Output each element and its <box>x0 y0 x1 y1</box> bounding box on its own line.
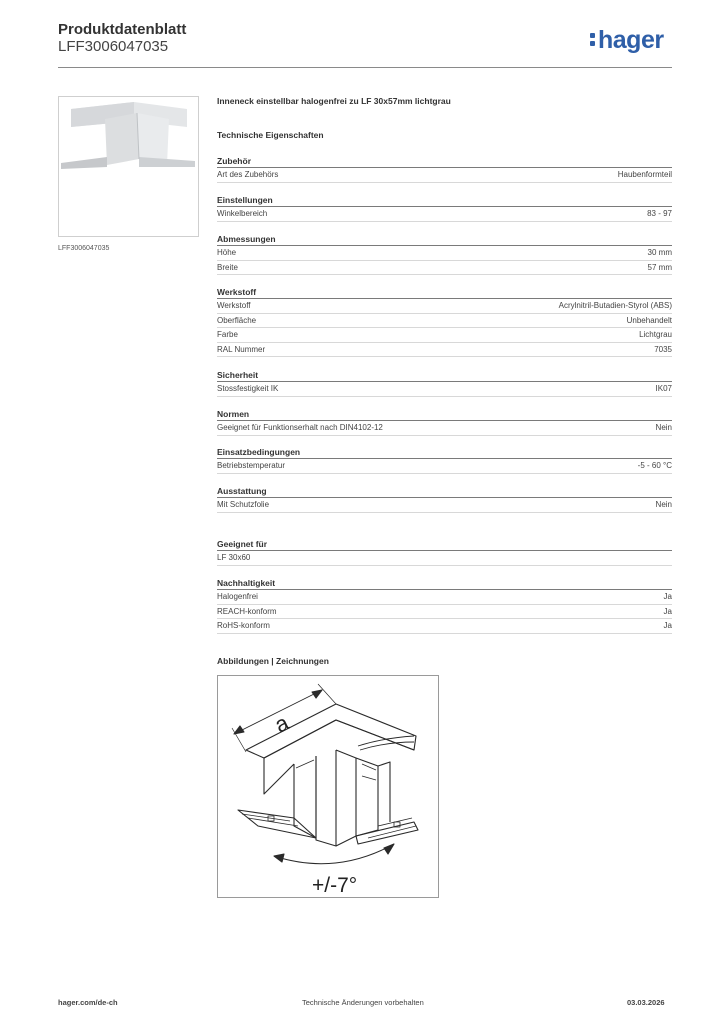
product-description: Inneneck einstellbar halogenfrei zu LF 30x57mm lichtgrau <box>217 96 451 106</box>
row-value: Lichtgrau <box>639 330 672 339</box>
table-row <box>217 299 672 314</box>
product-photo-icon <box>59 97 198 236</box>
row-value: Ja <box>663 592 672 601</box>
footer-website: hager.com/de-ch <box>58 998 118 1007</box>
section-title: Normen <box>217 408 672 421</box>
article-number: LFF3006047035 <box>58 38 169 55</box>
table-row <box>217 261 672 276</box>
section-title: Werkstoff <box>217 286 672 299</box>
row-label: Breite <box>217 262 238 272</box>
row-value: Nein <box>655 500 672 509</box>
row-value: Ja <box>663 606 672 616</box>
row-value: 57 mm <box>647 262 672 272</box>
logo-dots-icon <box>590 31 596 47</box>
section-geeignet-fuer <box>217 538 672 566</box>
product-image <box>58 96 199 237</box>
technical-drawing <box>217 675 439 898</box>
table-row <box>217 421 672 436</box>
row-label: RAL Nummer <box>217 344 266 354</box>
table-row <box>217 382 672 397</box>
table-row <box>217 207 672 222</box>
row-label: Winkelbereich <box>217 209 268 218</box>
table-row <box>217 498 672 513</box>
angle-label: +/-7° <box>312 874 358 897</box>
section-normen <box>217 408 672 436</box>
row-value: Unbehandelt <box>626 315 672 325</box>
footer-date: 03.03.2026 <box>627 998 665 1007</box>
row-value: Acrylnitril-Butadien-Styrol (ABS) <box>558 301 672 310</box>
section-title: Zubehör <box>217 155 672 168</box>
table-row <box>217 328 672 343</box>
row-label: Betriebstemperatur <box>217 461 286 470</box>
section-nachhaltigkeit <box>217 577 672 634</box>
section-sicherheit <box>217 369 672 397</box>
row-value: Ja <box>663 621 672 630</box>
row-label: RoHS-konform <box>217 621 270 630</box>
row-value: 83 - 97 <box>647 209 672 218</box>
section-ausstattung <box>217 485 672 513</box>
section-einstellungen <box>217 194 672 222</box>
row-label: Halogenfrei <box>217 592 258 601</box>
table-row <box>217 619 672 634</box>
table-row <box>217 459 672 474</box>
document-title: Produktdatenblatt <box>58 21 187 38</box>
table-row <box>217 551 672 566</box>
row-value: Nein <box>655 423 672 432</box>
tech-properties-title: Technische Eigenschaften <box>217 130 324 140</box>
section-einsatzbedingungen <box>217 446 672 474</box>
section-zubehoer <box>217 155 672 183</box>
row-label: Art des Zubehörs <box>217 170 279 179</box>
row-label: Höhe <box>217 248 237 257</box>
table-row <box>217 590 672 605</box>
hager-logo <box>590 26 664 55</box>
row-value: Haubenformteil <box>617 170 672 179</box>
table-row <box>217 343 672 358</box>
row-label: Mit Schutzfolie <box>217 500 270 509</box>
table-row <box>217 314 672 329</box>
row-value: 7035 <box>654 344 672 354</box>
row-label: Oberfläche <box>217 315 257 325</box>
section-werkstoff <box>217 286 672 357</box>
drawings-title: Abbildungen | Zeichnungen <box>217 656 329 666</box>
row-value: IK07 <box>655 384 672 393</box>
section-title: Geeignet für <box>217 538 672 551</box>
row-label: LF 30x60 <box>217 553 251 562</box>
row-label: REACH-konform <box>217 606 277 616</box>
section-title: Ausstattung <box>217 485 672 498</box>
section-title: Einstellungen <box>217 194 672 207</box>
logo-text: hager <box>598 26 664 54</box>
row-label: Stossfestigkeit IK <box>217 384 279 393</box>
footer-disclaimer: Technische Änderungen vorbehalten <box>302 998 424 1007</box>
table-row <box>217 168 672 183</box>
section-title: Sicherheit <box>217 369 672 382</box>
row-label: Geeignet für Funktionserhalt nach DIN4102-12 <box>217 423 383 432</box>
row-value: 30 mm <box>647 248 672 257</box>
row-label: Werkstoff <box>217 301 251 310</box>
table-row <box>217 605 672 620</box>
corner-drawing-icon <box>218 676 438 897</box>
dimension-label: a <box>270 709 293 738</box>
header-divider <box>58 67 672 68</box>
section-abmessungen <box>217 233 672 275</box>
row-label: Farbe <box>217 330 238 339</box>
section-title: Nachhaltigkeit <box>217 577 672 590</box>
row-value: -5 - 60 °C <box>637 461 672 470</box>
table-row <box>217 246 672 261</box>
section-title: Abmessungen <box>217 233 672 246</box>
section-title: Einsatzbedingungen <box>217 446 672 459</box>
image-caption: LFF3006047035 <box>58 245 110 252</box>
